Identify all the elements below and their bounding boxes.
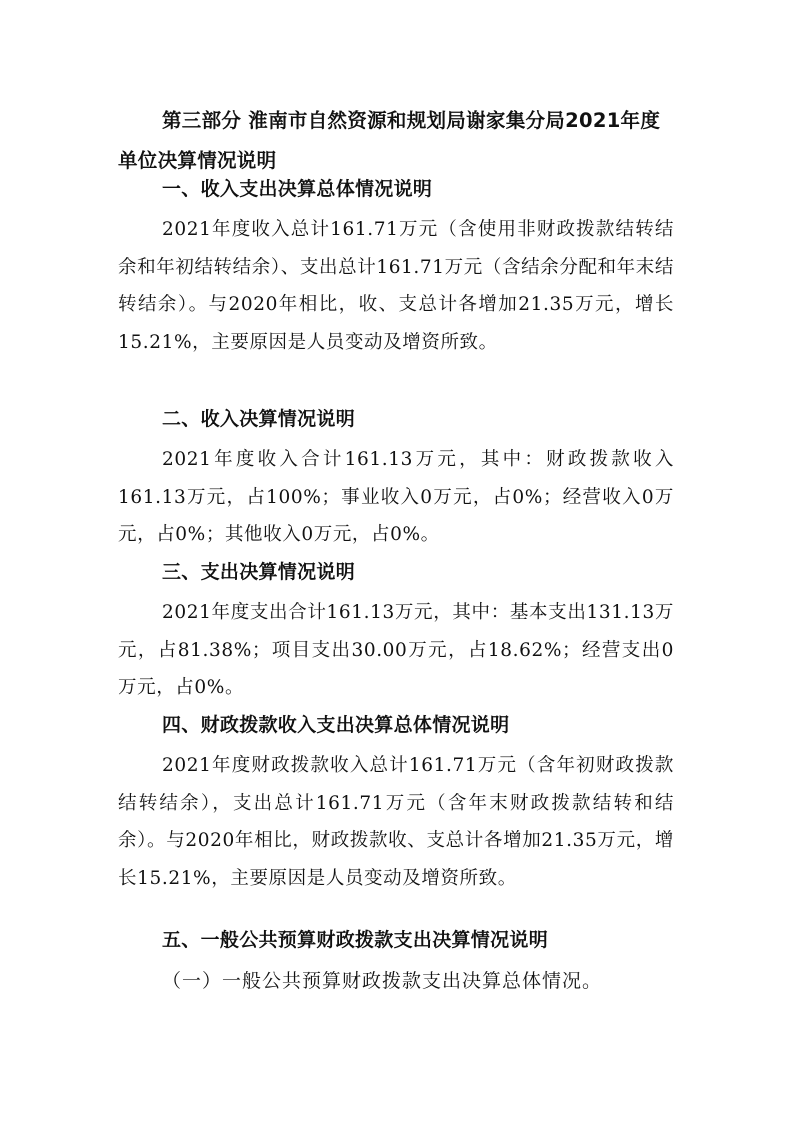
section-2-heading: 二、收入决算情况说明 [162,408,356,430]
section-5-heading: 五、一般公共预算财政拨款支出决算情况说明 [162,929,549,951]
section-5-subheading: （一）一般公共预算财政拨款支出决算总体情况。 [162,970,603,992]
section-3-heading: 三、支出决算情况说明 [162,561,356,583]
section-4-heading: 四、财政拨款收入支出决算总体情况说明 [162,714,510,736]
section-1-text: 2021年度收入总计161.71万元（含使用非财政拨款结转结余和年初结转结余）、支出总计161.71万元（含结余分配和年末结转结余）。与2020年相比，收、支总计各增加21.35万元，增长15.21%，主要原因是人员变动及增资所致。 [118,219,674,353]
section-4-text: 2021年度财政拨款收入总计161.71万元（含年初财政拨款结转结余），支出总计161.71万元（含年末财政拨款结转和结余）。与2020年相比，财政拨款收、支总计各增加21.35万元，增长15.21%，主要原因是人员变动及增资所致。 [118,755,674,889]
document-title: 第三部分 淮南市自然资源和规划局谢家集分局2021年度单位决算情况说明 [118,109,661,172]
section-2-text: 2021年度收入合计161.13万元，其中：财政拨款收入161.13万元，占100%；事业收入0万元，占0%；经营收入0万元，占0%；其他收入0万元，占0%。 [118,449,674,545]
section-3-text: 2021年度支出合计161.13万元，其中：基本支出131.13万元，占81.38%；项目支出30.00万元，占18.62%；经营支出0万元，占0%。 [118,602,674,698]
section-1-heading: 一、收入支出决算总体情况说明 [162,178,433,200]
